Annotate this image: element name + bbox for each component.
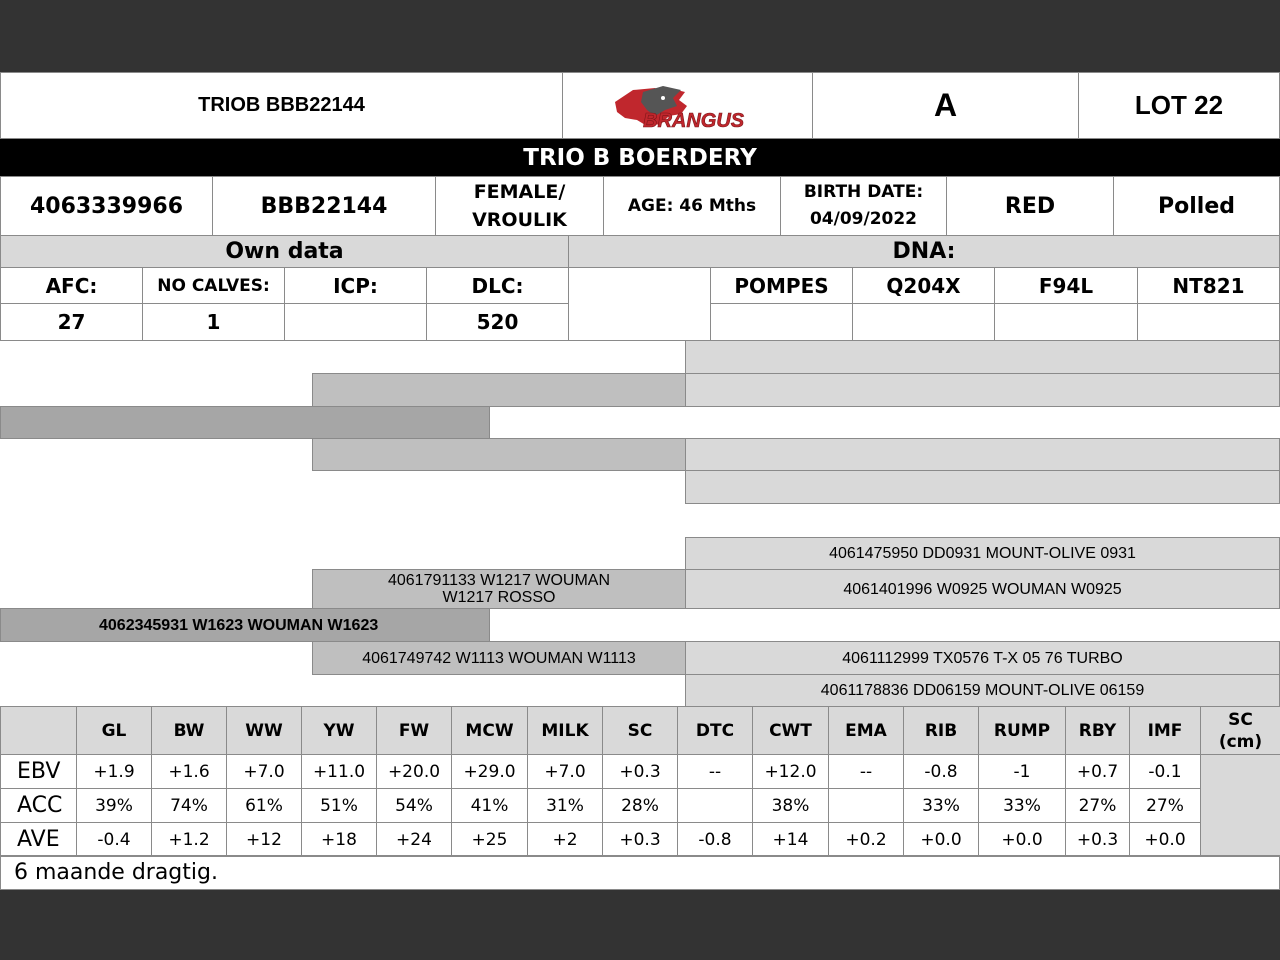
ebv-cell: +0.0 <box>978 822 1066 857</box>
ebv-cell: +1.6 <box>151 754 227 789</box>
grade: A <box>812 72 1079 139</box>
ebv-cell: -0.8 <box>677 822 753 857</box>
dna-nt821-value <box>1137 303 1280 341</box>
ebv-cell <box>677 788 753 823</box>
dna-pompes-header: POMPES <box>710 267 853 304</box>
ebv-cell: +2 <box>527 822 603 857</box>
ebv-corner <box>0 706 77 755</box>
ebv-cell: +0.7 <box>1065 754 1130 789</box>
ebv-cell: -0.4 <box>76 822 152 857</box>
ebv-cell: +0.0 <box>1129 822 1201 857</box>
ebv-cell: 41% <box>451 788 528 823</box>
ebv-cell: +14 <box>752 822 829 857</box>
ebv-cell: 39% <box>76 788 152 823</box>
empty-ped-box <box>312 438 686 471</box>
ebv-column-header: RBY <box>1065 706 1130 755</box>
pedigree-animal: 4062345931 W1623 WOUMAN W1623 <box>0 608 490 642</box>
own-data-title: Own data <box>0 235 569 268</box>
sire-sire: 4061475950 DD0931 MOUNT-OLIVE 0931 <box>685 537 1280 570</box>
ebv-cell: 61% <box>226 788 302 823</box>
ebv-cell: +18 <box>301 822 377 857</box>
ebv-column-header: DTC <box>677 706 753 755</box>
ebv-cell: +7.0 <box>527 754 603 789</box>
ebv-cell: +7.0 <box>226 754 302 789</box>
ebv-cell: +0.0 <box>903 822 979 857</box>
ebv-cell: +24 <box>376 822 452 857</box>
colour: RED <box>946 176 1114 236</box>
dam-sire: 4061112999 TX0576 T-X 05 76 TURBO <box>685 641 1280 675</box>
ebv-column-header: BW <box>151 706 227 755</box>
ebv-column-header: WW <box>226 706 302 755</box>
ebv-cell: +0.2 <box>828 822 904 857</box>
ebv-column-header: GL <box>76 706 152 755</box>
birth-date: BIRTH DATE: 04/09/2022 <box>780 176 947 236</box>
ebv-row-label: EBV <box>0 754 77 789</box>
farm-name-banner: TRIO B BOERDERY <box>0 139 1280 176</box>
ebv-cell: -0.8 <box>903 754 979 789</box>
dna-q204x-value <box>852 303 995 341</box>
empty-ped-box <box>685 373 1280 407</box>
ebv-column-header: YW <box>301 706 377 755</box>
ebv-cell: 33% <box>978 788 1066 823</box>
sire-dam: 4061401996 W0925 WOUMAN W0925 <box>685 569 1280 609</box>
empty-ped-box <box>312 373 686 407</box>
ebv-cell: 51% <box>301 788 377 823</box>
ebv-cell: +20.0 <box>376 754 452 789</box>
registration-number: 4063339966 <box>0 176 213 236</box>
ebv-cell: +1.9 <box>76 754 152 789</box>
ebv-cell <box>828 788 904 823</box>
dam: 4061749742 W1113 WOUMAN W1113 <box>312 641 686 675</box>
sex: FEMALE/ VROULIK <box>435 176 604 236</box>
ebv-column-header: MCW <box>451 706 528 755</box>
note: 6 maande dragtig. <box>0 855 1280 890</box>
ebv-column-header: RIB <box>903 706 979 755</box>
ebv-cell: 28% <box>602 788 678 823</box>
ebv-cell: 54% <box>376 788 452 823</box>
no-calves-header: NO CALVES: <box>142 267 285 304</box>
ebv-column-header: SC <box>602 706 678 755</box>
dna-title: DNA: <box>568 235 1280 268</box>
dlc-value: 520 <box>426 303 569 341</box>
ebv-cell: +12 <box>226 822 302 857</box>
age: AGE: 46 Mths <box>603 176 781 236</box>
ebv-cell: 33% <box>903 788 979 823</box>
ebv-cell: +25 <box>451 822 528 857</box>
afc-value: 27 <box>0 303 143 341</box>
sire: 4061791133 W1217 WOUMAN W1217 ROSSO <box>312 569 686 609</box>
dna-f94l-header: F94L <box>994 267 1138 304</box>
icp-header: ICP: <box>284 267 427 304</box>
ebv-cell: +0.3 <box>602 754 678 789</box>
ebv-cell: +11.0 <box>301 754 377 789</box>
ebv-cell: -- <box>677 754 753 789</box>
ebv-cell: 27% <box>1065 788 1130 823</box>
bull-head-icon <box>603 80 773 132</box>
ebv-column-header: MILK <box>527 706 603 755</box>
ebv-cell: 31% <box>527 788 603 823</box>
horn-status: Polled <box>1113 176 1280 236</box>
dam-dam: 4061178836 DD06159 MOUNT-OLIVE 06159 <box>685 674 1280 707</box>
empty-ped-box <box>685 470 1280 504</box>
ebv-column-header: CWT <box>752 706 829 755</box>
empty-ped-box <box>685 438 1280 471</box>
ebv-row-label: ACC <box>0 788 77 823</box>
ebv-cell: +29.0 <box>451 754 528 789</box>
ebv-cell: 38% <box>752 788 829 823</box>
ebv-cell: 27% <box>1129 788 1201 823</box>
dna-q204x-header: Q204X <box>852 267 995 304</box>
ebv-row-label: AVE <box>0 822 77 857</box>
empty-ped-box <box>685 340 1280 374</box>
lot-number: LOT 22 <box>1078 72 1280 139</box>
icp-value <box>284 303 427 341</box>
dna-pompes-value <box>710 303 853 341</box>
ebv-cell: 74% <box>151 788 227 823</box>
ebv-cell: +1.2 <box>151 822 227 857</box>
dna-f94l-value <box>994 303 1138 341</box>
dlc-header: DLC: <box>426 267 569 304</box>
ebv-cell: -- <box>828 754 904 789</box>
ebv-table <box>0 706 1280 856</box>
brangus-logo <box>562 72 813 139</box>
dna-nt821-header: NT821 <box>1137 267 1280 304</box>
ebv-cell: +12.0 <box>752 754 829 789</box>
sc-cm-blank <box>1200 754 1280 857</box>
ebv-cell: -0.1 <box>1129 754 1201 789</box>
no-calves-value: 1 <box>142 303 285 341</box>
sale-card <box>0 72 1280 890</box>
ebv-cell: +0.3 <box>1065 822 1130 857</box>
ebv-column-header: SC (cm) <box>1200 706 1280 755</box>
animal-id-title: TRIOB BBB22144 <box>0 72 563 139</box>
dna-blank <box>568 267 711 341</box>
ebv-column-header: FW <box>376 706 452 755</box>
ebv-column-header: IMF <box>1129 706 1201 755</box>
logo-text: BRANGUS <box>642 109 744 132</box>
ebv-cell: +0.3 <box>602 822 678 857</box>
ebv-cell: -1 <box>978 754 1066 789</box>
ebv-column-header: RUMP <box>978 706 1066 755</box>
ebv-column-header: EMA <box>828 706 904 755</box>
empty-ped-box <box>0 406 490 439</box>
tag-number: BBB22144 <box>212 176 436 236</box>
afc-header: AFC: <box>0 267 143 304</box>
